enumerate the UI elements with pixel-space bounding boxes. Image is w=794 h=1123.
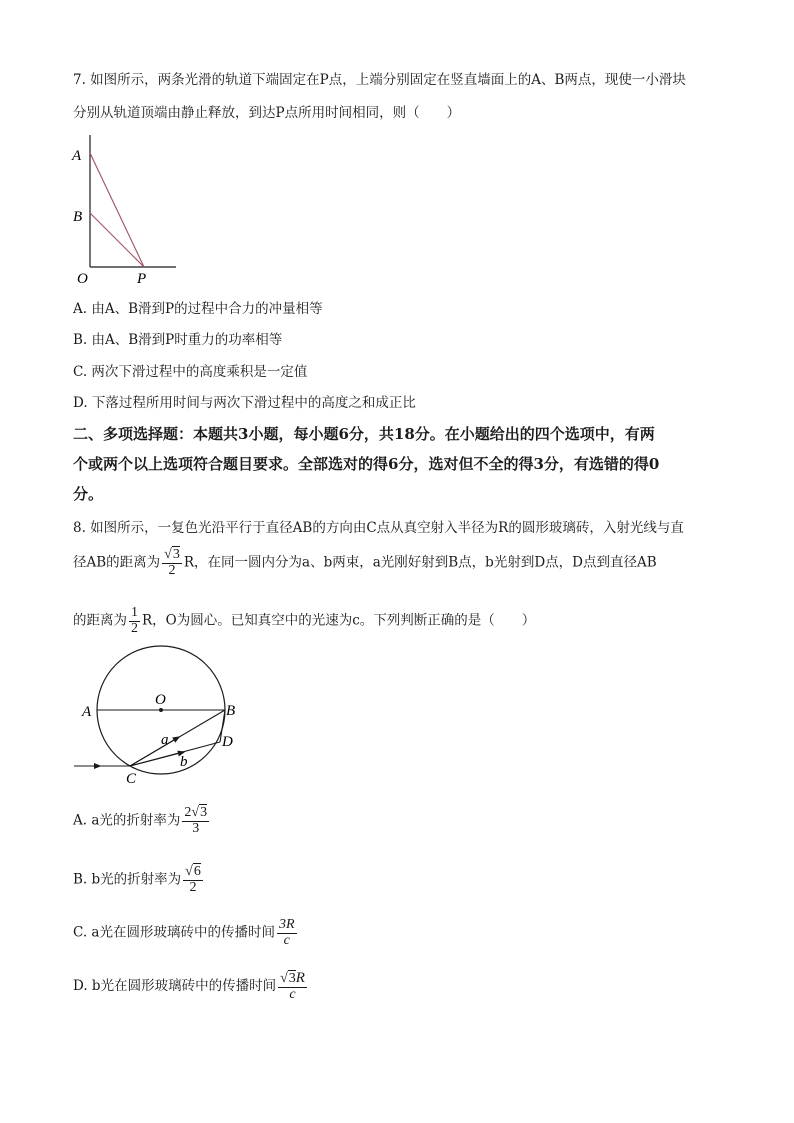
ray-a-arrow	[130, 737, 179, 766]
q8-stem-line3-pre: 的距离为	[73, 612, 127, 629]
ray-b-arrow	[130, 752, 184, 766]
q8-stem-line1: 8. 如图所示，一复色光沿平行于直径AB的方向由C点从真空射入半径为R的圆形玻璃砖，入射光线与直	[73, 520, 684, 536]
label-b: B	[226, 703, 236, 719]
label-b: B	[73, 209, 83, 225]
q8-option-d	[73, 971, 309, 1002]
q7-stem-line2: 分别从轨道顶端由静止释放，到达P点所用时间相同，则（ ）	[73, 105, 461, 121]
q8-stem-line2-post: R，在同一圆内分为a、b两束，a光刚好射到B点，b光射到D点，D点到直径AB	[183, 554, 657, 571]
q8-option-a-text: A. a光的折射率为	[73, 812, 181, 829]
track-b-line	[90, 213, 144, 267]
fraction-2sqrt3-over-3: $\frac{2√3}{3}$	[184, 805, 208, 836]
label-o: O	[155, 692, 166, 708]
q8-stem-line2	[73, 548, 657, 578]
section2-line1: 二、多项选择题：本题共3小题，每小题6分，共18分。在小题给出的四个选项中，有两	[73, 425, 655, 443]
q7-option-a: A. 由A、B滑到P的过程中合力的冲量相等	[73, 301, 323, 317]
label-a: A	[82, 704, 92, 720]
q8-option-c-text: C. a光在圆形玻璃砖中的传播时间	[73, 924, 275, 941]
q8-stem-line2-pre: 径AB的距离为	[73, 554, 161, 571]
section2-line3: 分。	[73, 485, 104, 503]
q8-option-b	[73, 865, 205, 895]
center-dot	[159, 708, 163, 712]
q8-option-a	[73, 806, 211, 836]
q7-option-d: D. 下落过程所用时间与两次下滑过程中的高度之和成正比	[73, 395, 416, 411]
fraction-3r-over-c: $\frac{3R}{c}$	[278, 917, 295, 948]
q7-figure	[68, 135, 188, 285]
label-c: C	[126, 771, 137, 787]
label-a: A	[72, 148, 82, 164]
q7-option-b: B. 由A、B滑到P时重力的功率相等	[73, 332, 283, 348]
fraction-sqrt6-over-2: $\frac{√6}{2}$	[185, 864, 201, 895]
q8-option-d-text: D. b光在圆形玻璃砖中的传播时间	[73, 978, 277, 995]
section2-line2: 个或两个以上选项符合题目要求。全部选对的得6分，选对但不全的得3分，有选错的得0	[73, 455, 660, 473]
label-d: D	[222, 734, 233, 750]
track-a-line	[90, 153, 144, 267]
q8-figure	[68, 640, 248, 790]
q7-option-c: C. 两次下滑过程中的高度乘积是一定值	[73, 364, 308, 380]
fraction-1-over-2: $\frac{1}{2}$	[131, 605, 138, 636]
label-ray-a: a	[161, 732, 169, 748]
q8-option-b-text: B. b光的折射率为	[73, 871, 182, 888]
q8-stem-line3	[73, 606, 535, 636]
fraction-sqrt3-over-2: $\frac{√3}{2}$	[164, 547, 180, 578]
label-p: P	[137, 271, 147, 285]
fraction-sqrt3r-over-c: $\frac{√3R}{c}$	[280, 970, 305, 1002]
q8-stem-line3-post: R，O为圆心。已知真空中的光速为c。下列判断正确的是（ ）	[142, 612, 536, 629]
q7-stem-line1: 7. 如图所示，两条光滑的轨道下端固定在P点，上端分别固定在竖直墙面上的A、B两点，现使一小滑块	[73, 72, 686, 88]
q8-option-c	[73, 918, 299, 948]
label-ray-b: b	[180, 754, 188, 770]
label-o: O	[77, 271, 88, 285]
